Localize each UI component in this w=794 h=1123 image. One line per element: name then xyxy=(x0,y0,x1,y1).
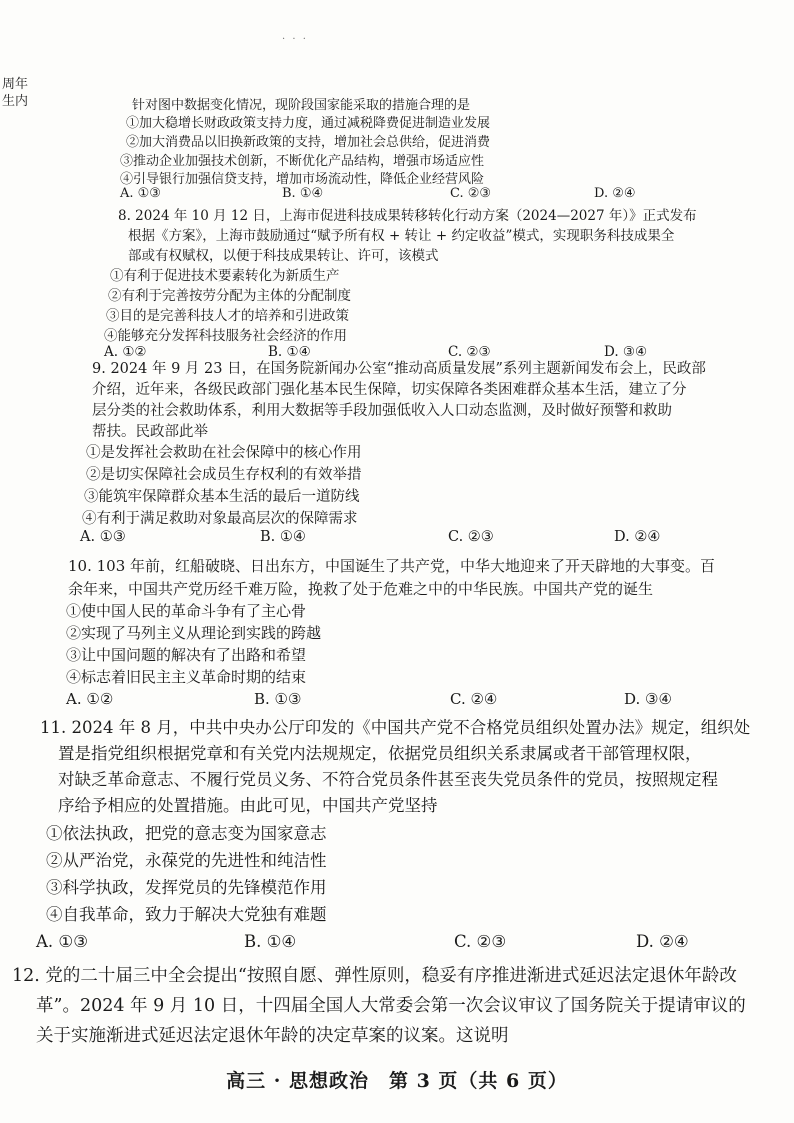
margin-note xyxy=(2,76,28,110)
statement-2: ②实现了马列主义从理论到实践的跨越 xyxy=(66,624,322,642)
option-b: B. ①④ xyxy=(282,186,324,201)
option-c: C. ②③ xyxy=(450,186,492,201)
option-b: B. ①④ xyxy=(244,932,297,951)
question-stem-line: 10. 103 年前，红船破晓、日出东方，中国诞生了共产党，中华大地迎来了开天辟地的大事变。百 xyxy=(68,557,716,575)
option-c: C. ②③ xyxy=(448,344,491,360)
margin-note-line-1: 周年 xyxy=(2,77,29,92)
option-a: A. ①② xyxy=(104,344,147,360)
option-d: D. ②④ xyxy=(614,529,661,545)
option-c: C. ②③ xyxy=(454,932,507,951)
statement-1: ①加大稳增长财政政策支持力度，通过减税降费促进制造业发展 xyxy=(126,116,491,131)
statement-4: ④有利于满足救助对象最高层次的保障需求 xyxy=(82,511,358,527)
question-stem-line: 8. 2024 年 10 月 12 日，上海市促进科技成果转移转化行动方案（2024—2027 年）》正式发布 xyxy=(118,208,697,224)
option-d: D. ③④ xyxy=(624,690,672,708)
question-stem-line: 序给予相应的处置措施。由此可见，中国共产党坚持 xyxy=(58,796,438,815)
option-b: B. ①③ xyxy=(254,690,302,708)
option-c: C. ②③ xyxy=(448,529,494,545)
statement-4: ④自我革命，致力于解决大党独有难题 xyxy=(46,905,327,924)
question-stem-line: 关于实施渐进式延迟法定退休年龄的决定草案的议案。这说明 xyxy=(36,1026,509,1046)
statement-3: ③推动企业加强技术创新，不断优化产品结构，增强市场适应性 xyxy=(120,154,485,169)
question-stem-line: 介绍，近年来，各级民政部门强化基本民生保障，切实保障各类困难群众基本生活，建立了分 xyxy=(92,382,687,398)
answer-options xyxy=(0,932,794,952)
statement-2: ②有利于完善按劳分配为主体的分配制度 xyxy=(108,288,351,304)
question-stem-line: 对缺乏革命意志、不履行党员义务、不符合党员条件甚至丧失党员条件的党员，按照规定程 xyxy=(58,770,718,789)
question-stem-line: 余年来，中国共产党历经千难万险，挽救了处于危难之中的中华民族。中国共产党的诞生 xyxy=(68,580,654,598)
scan-top-mark: · · · xyxy=(282,34,308,45)
statement-3: ③让中国问题的解决有了出路和希望 xyxy=(66,646,307,664)
statement-3: ③科学执政，发挥党员的先锋模范作用 xyxy=(46,878,327,897)
page-footer: 高三 · 思想政治 第 3 页（共 6 页） xyxy=(226,1070,568,1092)
answer-options xyxy=(0,690,794,710)
statement-2: ②从严治党，永葆党的先进性和纯洁性 xyxy=(46,851,327,870)
question-stem-line: 针对图中数据变化情况，现阶段国家能采取的措施合理的是 xyxy=(132,98,471,113)
option-d: D. ②④ xyxy=(594,186,636,201)
statement-2: ②加大消费品以旧换新政策的支持，增加社会总供给，促进消费 xyxy=(126,135,491,150)
statement-1: ①使中国人民的革命斗争有了主心骨 xyxy=(66,602,307,620)
statement-2: ②是切实保障社会成员生存权利的有效举措 xyxy=(86,467,362,483)
option-a: A. ①② xyxy=(66,690,114,708)
statement-3: ③目的是完善科技人才的培养和引进政策 xyxy=(106,308,349,324)
question-stem-line: 9. 2024 年 9 月 23 日，在国务院新闻办公室“推动高质量发展”系列主题新闻发布会上，民政部 xyxy=(92,361,706,377)
statement-1: ①是发挥社会救助在社会保障中的核心作用 xyxy=(86,445,362,461)
question-stem-line: 置是指党组织根据党章和有关党内法规规定，依据党员组织关系隶属或者干部管理权限， xyxy=(58,744,702,763)
statement-4: ④标志着旧民主主义革命时期的结束 xyxy=(66,668,307,686)
statement-1: ①依法执政，把党的意志变为国家意志 xyxy=(46,824,327,843)
option-a: A. ①③ xyxy=(120,186,161,201)
statement-1: ①有利于促进技术要素转化为新质生产 xyxy=(110,268,340,284)
question-stem-line: 层分类的社会救助体系，利用大数据等手段加强低收入人口动态监测，及时做好预警和救助 xyxy=(92,403,672,419)
question-stem-line: 12. 党的二十届三中全会提出“按照自愿、弹性原则，稳妥有序推进渐进式延迟法定退休年龄改 xyxy=(12,966,737,986)
question-stem-line: 革”。2024 年 9 月 10 日，十四届全国人大常委会第一次会议审议了国务院关于提请审议的 xyxy=(36,996,746,1016)
answer-options xyxy=(0,529,794,549)
question-stem-line: 部或有权赋权，以便于科技成果转让、许可，该模式 xyxy=(128,248,439,264)
option-b: B. ①④ xyxy=(260,529,306,545)
option-d: D. ②④ xyxy=(636,932,689,951)
option-c: C. ②④ xyxy=(450,690,498,708)
option-a: A. ①③ xyxy=(80,529,126,545)
statement-4: ④引导银行加强信贷支持，增加市场流动性，降低企业经营风险 xyxy=(120,172,485,187)
answer-options xyxy=(0,186,794,206)
question-stem-line: 帮扶。民政部此举 xyxy=(92,424,208,440)
margin-note-line-2: 生内 xyxy=(2,94,29,109)
option-a: A. ①③ xyxy=(36,932,88,951)
option-b: B. ①④ xyxy=(268,344,311,360)
statement-3: ③能筑牢保障群众基本生活的最后一道防线 xyxy=(84,489,360,505)
statement-4: ④能够充分发挥科技服务社会经济的作用 xyxy=(104,328,347,344)
question-stem-line: 11. 2024 年 8 月，中共中央办公厅印发的《中国共产党不合格党员组织处置办法》规定，组织处 xyxy=(40,718,751,737)
option-d: D. ③④ xyxy=(604,344,648,360)
question-stem-line: 根据《方案》，上海市鼓励通过“赋予所有权 + 转让 + 约定收益”模式，实现职务科技成果全 xyxy=(128,228,675,244)
